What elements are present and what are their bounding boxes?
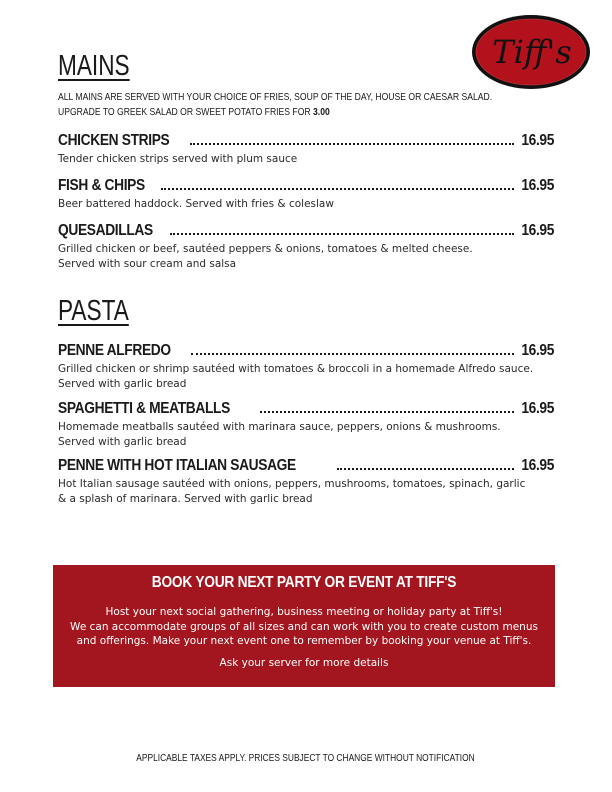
item-price: 16.95 [521,342,554,359]
mains-intro [58,90,492,120]
footer-disclaimer [0,752,612,764]
banner-line: Host your next social gathering, business meeting or holiday party at Tiff's! [105,606,503,618]
item-description-line: Served with garlic bread [58,378,187,390]
events-banner [53,565,555,687]
dot-leader [337,467,514,470]
item-price: 16.95 [521,177,554,194]
dot-leader [170,232,514,235]
menu-item-penne-alfredo [58,342,554,392]
dot-leader [161,187,514,190]
item-name: QUESADILLAS [58,222,153,239]
item-description [58,152,554,167]
item-description-line: & a splash of marinara. Served with garlic bread [58,493,313,505]
item-description-line: Served with garlic bread [58,436,187,448]
item-name: SPAGHETTI & MEATBALLS [58,400,230,417]
item-description-line: Homemade meatballs sautéed with marinara sauce, peppers, onions & mushrooms. [58,421,501,433]
item-description-line: Grilled chicken or shrimp sautéed with tomatoes & broccoli in a homemade Alfredo sauce. [58,363,534,375]
footer-text: APPLICABLE TAXES APPLY. PRICES SUBJECT TO CHANGE WITHOUT NOTIFICATION [136,752,476,764]
dot-leader [260,410,514,413]
banner-line: We can accommodate groups of all sizes and can work with you to create custom menus [70,620,538,633]
banner-body [53,605,555,649]
logo-text: Tiff's [492,33,572,71]
item-description [58,197,554,212]
item-name: FISH & CHIPS [58,177,145,194]
banner-title: BOOK YOUR NEXT PARTY OR EVENT AT TIFF'S [151,574,457,591]
item-name: CHICKEN STRIPS [58,132,170,149]
item-description-line: Grilled chicken or beef, sautéed peppers & onions, tomatoes & melted cheese. [58,243,473,255]
item-price: 16.95 [521,457,554,474]
item-description [58,420,554,450]
dot-leader [191,352,514,355]
upgrade-price: 3.00 [313,106,330,118]
tiffs-logo [471,14,591,90]
menu-item-quesadillas [58,222,554,272]
item-price: 16.95 [521,132,554,149]
mains-intro-line1: ALL MAINS ARE SERVED WITH YOUR CHOICE OF FRIES, SOUP OF THE DAY, HOUSE OR CAESAR SALAD. [58,91,493,103]
item-name: PENNE WITH HOT ITALIAN SAUSAGE [58,457,296,474]
mains-title: MAINS [58,50,130,82]
pasta-title: PASTA [58,295,129,327]
dot-leader [190,142,514,145]
item-description-line: Hot Italian sausage sautéed with onions, peppers, mushrooms, tomatoes, spinach, garlic [58,478,526,490]
item-name: PENNE ALFREDO [58,342,171,359]
menu-item-fish-chips [58,177,554,212]
banner-note: Ask your server for more details [219,657,389,669]
menu-item-spaghetti-meatballs [58,400,554,450]
item-description [58,362,554,392]
item-description-line: Served with sour cream and salsa [58,258,237,270]
menu-item-chicken-strips [58,132,554,167]
item-description [58,242,554,272]
item-description [58,477,554,507]
banner-line: and offerings. Make your next event one to remember by booking your venue at Tiff's. [76,635,532,647]
mains-intro-upgrade: UPGRADE TO GREEK SALAD OR SWEET POTATO FRIES FOR [58,106,314,118]
item-description-line: Tender chicken strips served with plum sauce [58,153,298,165]
item-description-line: Beer battered haddock. Served with fries & coleslaw [58,198,334,210]
item-price: 16.95 [521,222,554,239]
mains-intro-line2 [58,105,492,120]
item-price: 16.95 [521,400,554,417]
menu-item-penne-sausage [58,457,554,507]
